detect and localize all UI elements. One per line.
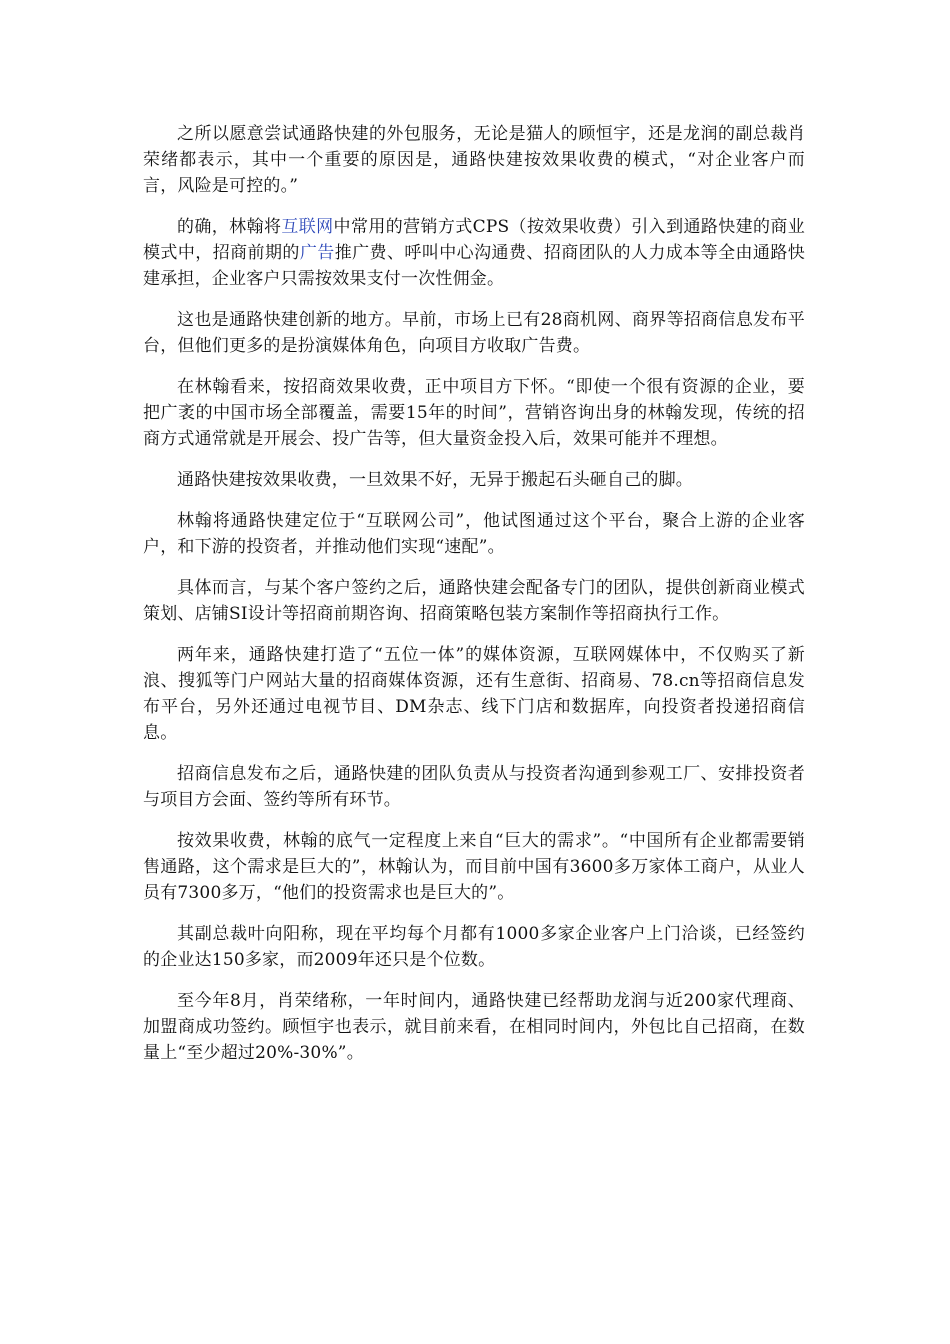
article-paragraph (143, 828, 805, 906)
article-paragraph (143, 761, 805, 813)
paragraph-text: 这也是通路快建创新的地方。早前，市场上已有28商机网、商界等招商信息发布平台，但他们更多的是扮演媒体角色，向项目方收取广告费。 (143, 310, 805, 356)
inline-link[interactable]: 广告 (299, 243, 335, 263)
paragraph-text: 林翰将通路快建定位于“互联网公司”，他试图通过这个平台，聚合上游的企业客户，和下游的投资者，并推动他们实现“速配”。 (143, 511, 805, 557)
paragraph-text: 通路快建按效果收费，一旦效果不好，无异于搬起石头砸自己的脚。 (177, 470, 693, 490)
article-paragraph (143, 508, 805, 560)
article-paragraph (143, 374, 805, 452)
paragraph-text: 至今年8月，肖荣绪称，一年时间内，通路快建已经帮助龙润与近200家代理商、加盟商成功签约。顾恒宇也表示，就目前来看，在相同时间内，外包比自己招商，在数量上“至少超过20%-30%”。 (143, 991, 805, 1063)
paragraph-text: 两年来，通路快建打造了“五位一体”的媒体资源，互联网媒体中，不仅购买了新浪、搜狐等门户网站大量的招商媒体资源，还有生意街、招商易、78.cn等招商信息发布平台，另外还通过电视节目、DM杂志、线下门店和数据库，向投资者投递招商信息。 (143, 645, 805, 743)
paragraph-text: 的确，林翰将 (177, 217, 282, 237)
article-paragraph (143, 467, 805, 493)
paragraph-text: 招商信息发布之后，通路快建的团队负责从与投资者沟通到参观工厂、安排投资者与项目方会面、签约等所有环节。 (143, 764, 805, 810)
article-paragraph (143, 307, 805, 359)
paragraph-text: 在林翰看来，按招商效果收费，正中项目方下怀。“即使一个很有资源的企业，要把广袤的中国市场全部覆盖，需要15年的时间”，营销咨询出身的林翰发现，传统的招商方式通常就是开展会、投广告等，但大量资金投入后，效果可能并不理想。 (143, 377, 805, 449)
paragraph-text: 推广费、呼叫中心沟通费、招商团队的人力成本等全由通路快建承担，企业客户只需按效果支付一次性佣金。 (143, 243, 805, 289)
paragraph-text: 其副总裁叶向阳称，现在平均每个月都有1000多家企业客户上门洽谈，已经签约的企业达150多家，而2009年还只是个位数。 (143, 924, 805, 970)
paragraph-text: 具体而言，与某个客户签约之后，通路快建会配备专门的团队，提供创新商业模式策划、店铺SI设计等招商前期咨询、招商策略包装方案制作等招商执行工作。 (143, 578, 805, 624)
paragraph-text: 按效果收费，林翰的底气一定程度上来自“巨大的需求”。“中国所有企业都需要销售通路，这个需求是巨大的”，林翰认为，而目前中国有3600多万家体工商户，从业人员有7300多万，“他们的投资需求也是巨大的”。 (143, 831, 805, 903)
article-paragraph (143, 988, 805, 1066)
article-paragraph (143, 575, 805, 627)
paragraph-text: 中常用的营销方式CPS（按效果收费）引入到通路快建的商业模式中，招商前期的 (143, 217, 806, 263)
article-paragraph (143, 921, 805, 973)
article-body (143, 121, 805, 1081)
article-paragraph (143, 642, 805, 746)
article-paragraph (143, 121, 805, 199)
inline-link[interactable]: 互联网 (281, 217, 334, 237)
paragraph-text: 之所以愿意尝试通路快建的外包服务，无论是猫人的顾恒宇，还是龙润的副总裁肖荣绪都表示，其中一个重要的原因是，通路快建按效果收费的模式，“对企业客户而言，风险是可控的。” (143, 124, 805, 196)
article-paragraph (143, 214, 805, 292)
